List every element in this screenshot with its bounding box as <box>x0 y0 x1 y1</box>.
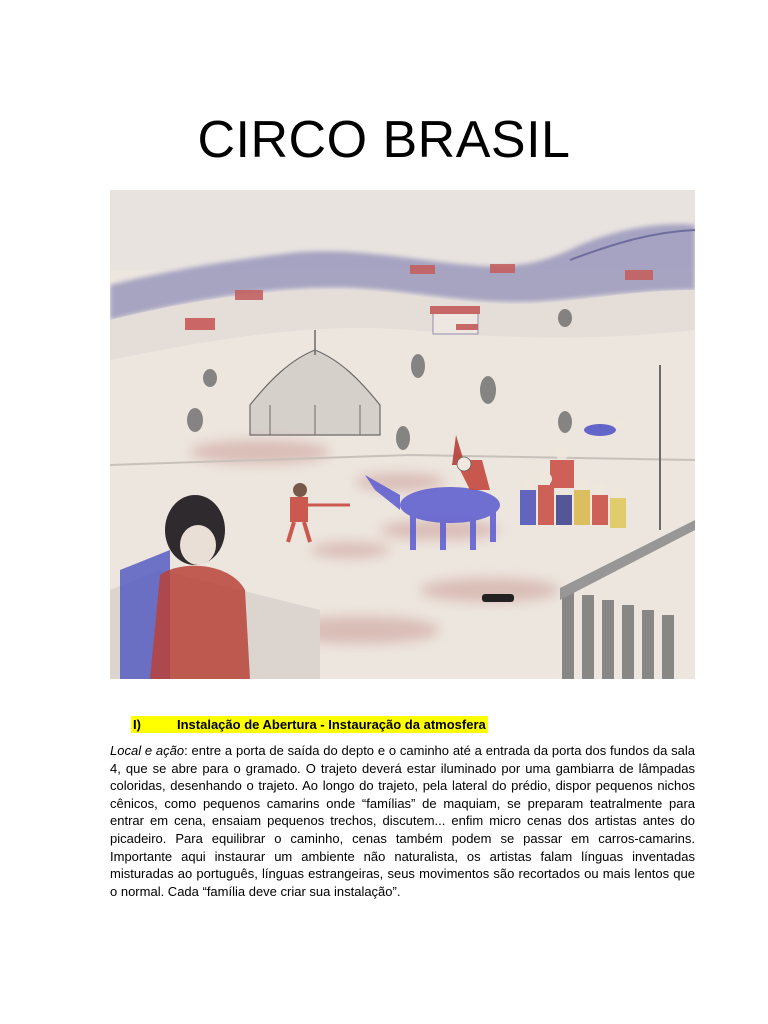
section-body <box>110 742 695 900</box>
section-heading-text: Instalação de Abertura - Instauração da atmosfera <box>177 717 486 732</box>
section-heading <box>131 716 488 733</box>
page-title: CIRCO BRASIL <box>197 111 571 169</box>
circus-painting-image <box>110 190 695 679</box>
lead-italic: Local e ação <box>110 743 185 758</box>
section-body-text: : entre a porta de saída do depto e o caminho até a entrada da porta dos fundos da sala 4, que se abre para o gramado. O trajeto deverá estar iluminado por uma gambiarra de lâmpadas coloridas, desenhando o trajeto. Ao longo do trajeto, pela lateral do prédio, dispor pequenos nichos cênicos, como pequenos camarins onde “famílias” de maquiam, se preparam teatralmente para entrar em cena, ensaiam pequenos trechos, discutem... enfim micro cenas dos artistas antes do picadeiro. Para equilibrar o caminho, cenas também podem se passar em carros-camarins. Importante aqui instaurar um ambiente não naturalista, os artistas falam línguas inventadas misturadas ao português, línguas estrangeiras, seus movimentos são recortados ou mais lentos que o normal. Cada “família deve criar sua instalação”. <box>110 743 695 899</box>
section-number: I) <box>133 717 141 732</box>
